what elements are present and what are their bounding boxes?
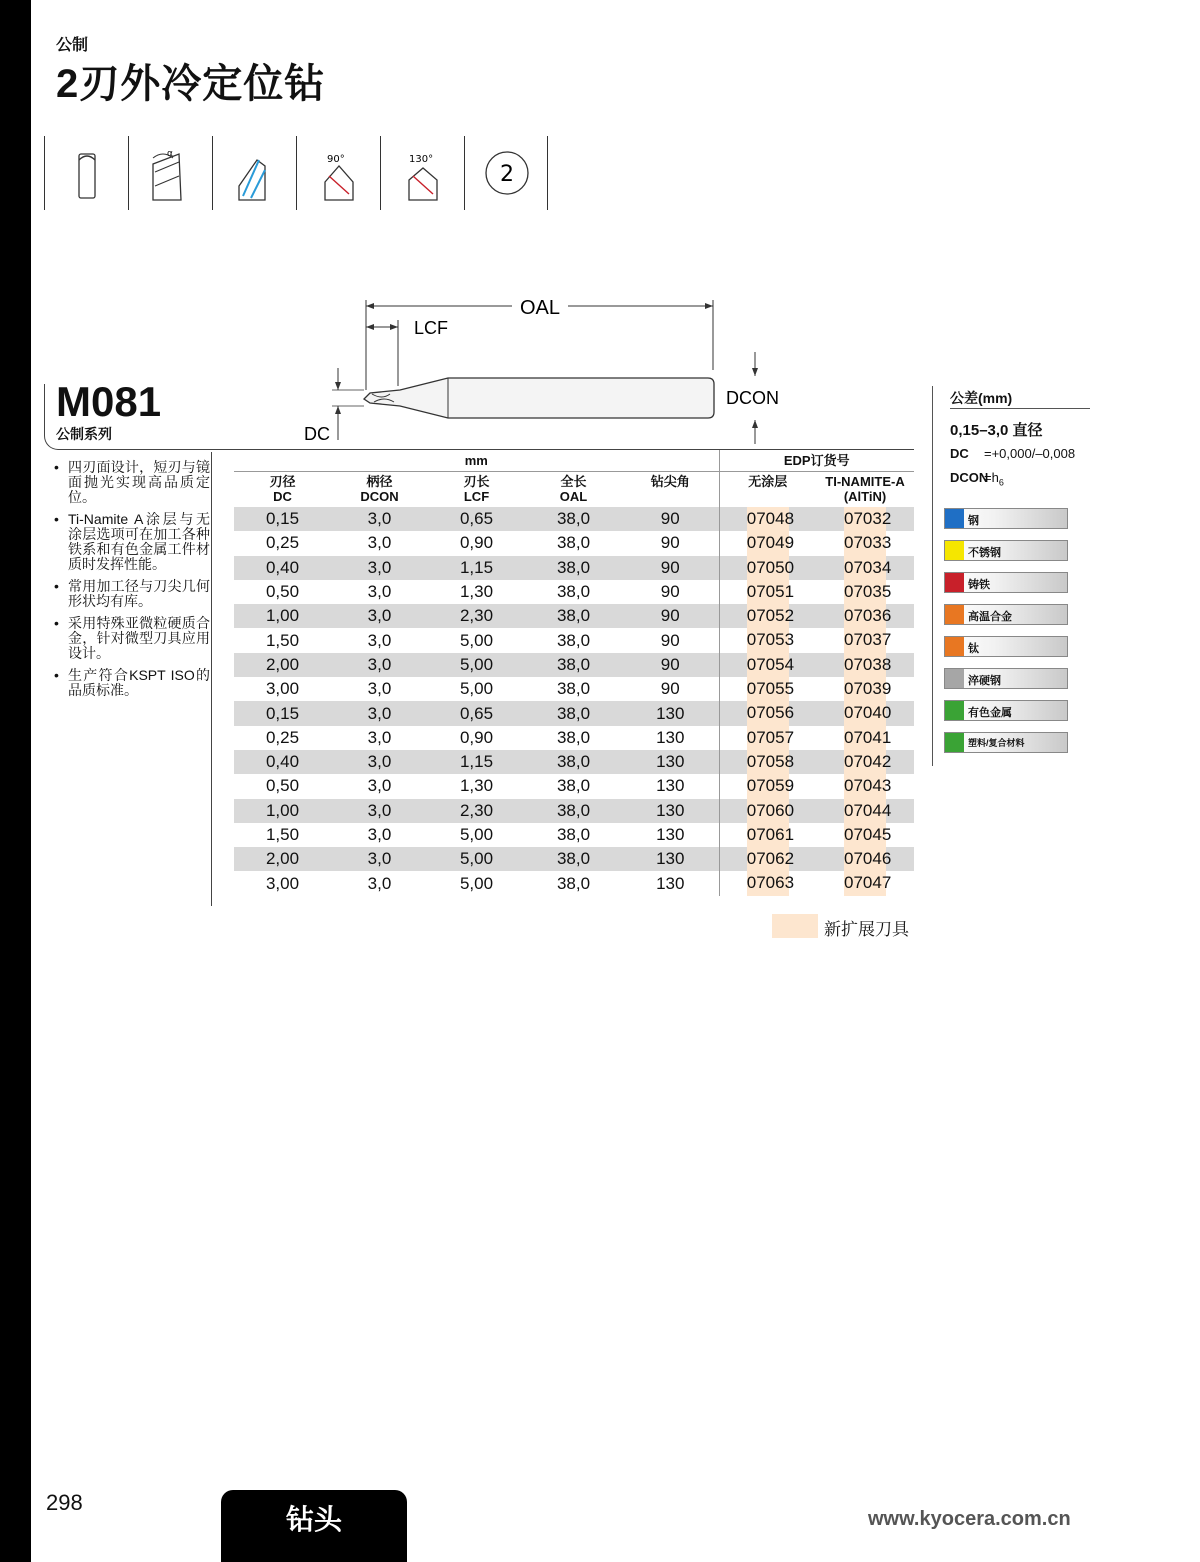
material-label: 塑料/复合材料: [968, 738, 1025, 748]
point-angle-cell: 130: [656, 873, 685, 893]
uncoated-edp-cell: 07062: [719, 847, 816, 871]
oal-cell: 38,0: [556, 679, 591, 699]
two-flute-icon: [464, 136, 548, 210]
feature-list: [54, 460, 210, 705]
table-row: [234, 847, 914, 871]
dc-cell: 3,00: [265, 873, 300, 893]
material-item: [944, 508, 1068, 529]
oal-cell: 38,0: [556, 727, 591, 747]
helix-angle-label: α: [167, 149, 173, 159]
material-item: [944, 572, 1068, 593]
tinamite-edp-cell: 07041: [816, 726, 914, 750]
col-dcon: 柄径 DCON: [360, 474, 399, 505]
material-swatch: [945, 733, 964, 752]
table-row: [234, 677, 914, 701]
dcon-cell: 3,0: [367, 533, 392, 553]
uncoated-edp-cell: 07055: [719, 677, 816, 701]
group-header-edp: EDP订货号: [719, 450, 914, 471]
material-swatch: [945, 509, 964, 528]
oal-cell: 38,0: [525, 750, 622, 774]
tinamite-edp-cell: 07035: [816, 580, 914, 604]
description-divider: [211, 452, 212, 906]
point-130-label: 130°: [409, 154, 434, 165]
point-angle-cell: 90: [622, 653, 719, 677]
dc-cell: 0,25: [265, 727, 300, 747]
dcon-cell: 3,0: [367, 582, 392, 602]
table-row: [234, 774, 914, 798]
dcon-label: DCON: [726, 388, 779, 408]
oal-cell: 38,0: [525, 701, 622, 725]
dcon-cell: 3,0: [367, 679, 392, 699]
dc-cell: 0,15: [234, 507, 331, 531]
tinamite-edp-cell: 07042: [816, 750, 914, 774]
uncoated-edp-cell: 07063: [719, 871, 816, 895]
oal-cell: 38,0: [556, 630, 591, 650]
oal-cell: 38,0: [556, 533, 591, 553]
tinamite-edp-cell: 07039: [816, 677, 914, 701]
dc-cell: 1,00: [234, 604, 331, 628]
table-row: [234, 750, 914, 774]
dcon-cell: 3,0: [331, 799, 428, 823]
section-tab-label: 钻头: [285, 1504, 342, 1535]
dcon-cell: 3,0: [331, 750, 428, 774]
page-title: 2刃外冷定位钻: [56, 62, 326, 106]
oal-cell: 38,0: [556, 582, 591, 602]
material-legend: [944, 508, 1068, 764]
material-label: 铸铁: [968, 579, 990, 591]
point-angle-cell: 90: [622, 604, 719, 628]
oal-cell: 38,0: [556, 776, 591, 796]
oal-label: OAL: [519, 297, 561, 319]
new-tools-legend: 新扩展刀具: [824, 920, 909, 939]
oal-cell: 38,0: [525, 799, 622, 823]
page-number: 298: [46, 1490, 83, 1515]
point-angle-cell: 90: [660, 630, 680, 650]
table-row: [234, 628, 914, 652]
material-item: [944, 668, 1068, 689]
lcf-cell: 0,90: [459, 533, 494, 553]
lcf-label: LCF: [414, 318, 449, 338]
feature-item: • 生产符合KSPT ISO的品质标准。: [54, 668, 210, 698]
material-swatch: [945, 605, 964, 624]
feature-item: • 采用特殊亚微粒硬质合金，针对微型刀具应用设计。: [54, 616, 210, 661]
product-header-frame: [44, 384, 914, 450]
material-item: [944, 540, 1068, 561]
dc-label: DC: [304, 424, 330, 444]
table-row: [234, 653, 914, 677]
material-label: 不锈钢: [968, 547, 1001, 559]
lcf-cell: 5,00: [459, 630, 494, 650]
dcon-cell: 3,0: [331, 653, 428, 677]
dcon-cell: 3,0: [367, 873, 392, 893]
point-angle-cell: 90: [622, 507, 719, 531]
table-row: [234, 799, 914, 823]
uncoated-edp-cell: 07056: [719, 701, 816, 725]
col-lcf: 刃长 LCF: [463, 474, 490, 505]
dc-cell: 0,50: [265, 776, 300, 796]
tinamite-edp-cell: 07044: [816, 799, 914, 823]
table-row: [234, 580, 914, 604]
table-row: [234, 726, 914, 750]
dc-cell: 0,40: [234, 556, 331, 580]
point-angle-cell: 130: [622, 847, 719, 871]
table-row: [234, 604, 914, 628]
dc-cell: 2,00: [234, 653, 331, 677]
uncoated-edp-cell: 07054: [719, 653, 816, 677]
dcon-cell: 3,0: [367, 825, 392, 844]
material-swatch: [945, 637, 964, 656]
point-angle-cell: 90: [660, 582, 680, 602]
lcf-cell: 5,00: [459, 679, 494, 699]
table-row: [234, 871, 914, 895]
lcf-cell: 0,65: [428, 507, 525, 531]
uncoated-edp-cell: 07057: [719, 726, 816, 750]
dcon-cell: 3,0: [331, 556, 428, 580]
oal-cell: 38,0: [525, 653, 622, 677]
dc-cell: 1,00: [234, 799, 331, 823]
material-item: [944, 636, 1068, 657]
tolerance-dc: DC =+0,000/–0,008: [950, 446, 1076, 461]
lcf-cell: 0,65: [428, 701, 525, 725]
tinamite-edp-cell: 07038: [816, 653, 914, 677]
lcf-cell: 2,30: [428, 799, 525, 823]
table-row: [234, 823, 914, 847]
column-header-row: [234, 471, 914, 507]
product-series: 公制系列: [56, 426, 112, 442]
tinamite-edp-cell: 07043: [816, 774, 914, 798]
table-row: [234, 507, 914, 531]
col-oal: 全长 OAL: [559, 474, 588, 505]
material-item: [944, 732, 1068, 753]
new-tools-swatch: [772, 914, 818, 938]
tinamite-edp-cell: 07032: [816, 507, 914, 531]
col-point-angle: 钻尖角: [650, 473, 690, 489]
tolerance-title: 公差(mm): [950, 390, 1013, 406]
dc-cell: 3,00: [265, 679, 300, 699]
point-angle-cell: 130: [656, 825, 685, 844]
tinamite-edp-cell: 07037: [816, 628, 914, 652]
material-item: [944, 700, 1068, 721]
point-angle-cell: 130: [622, 799, 719, 823]
material-swatch: [945, 701, 964, 720]
tinamite-edp-cell: 07047: [816, 871, 914, 895]
point-angle-cell: 130: [622, 701, 719, 725]
tinamite-edp-cell: 07036: [816, 604, 914, 628]
point-angle-cell: 90: [622, 556, 719, 580]
material-label: 高温合金: [968, 611, 1012, 623]
dc-cell: 0,40: [234, 750, 331, 774]
uncoated-edp-cell: 07059: [719, 774, 816, 798]
dc-cell: 0,25: [265, 533, 300, 553]
point-90-label: 90°: [327, 154, 345, 165]
material-item: [944, 604, 1068, 625]
oal-cell: 38,0: [525, 604, 622, 628]
tolerance-divider: [950, 408, 1090, 409]
table-row: [234, 531, 914, 555]
dcon-cell: 3,0: [331, 701, 428, 725]
point-angle-cell: 130: [656, 727, 685, 747]
point-angle-cell: 90: [660, 679, 680, 699]
material-swatch: [945, 669, 964, 688]
product-code: M081: [56, 378, 162, 425]
material-label: 钛: [968, 643, 979, 655]
col-dc: 刃径 DC: [269, 474, 296, 505]
group-header-mm: mm: [234, 450, 719, 471]
lcf-cell: 5,00: [459, 873, 494, 893]
feature-item: • 常用加工径与刀尖几何形状均有库。: [54, 579, 210, 609]
lcf-cell: 1,30: [459, 776, 494, 796]
table-row: [234, 701, 914, 725]
lcf-cell: 5,00: [428, 847, 525, 871]
feature-icon-strip: [44, 136, 548, 210]
col-tinamite: TI-NAMITE-A (AlTiN): [825, 474, 905, 505]
dcon-cell: 3,0: [331, 847, 428, 871]
lcf-cell: 1,15: [428, 556, 525, 580]
oal-cell: 38,0: [525, 507, 622, 531]
dcon-cell: 3,0: [367, 727, 392, 747]
tinamite-edp-cell: 07046: [816, 847, 914, 871]
oal-cell: 38,0: [556, 873, 591, 893]
cylindrical-shank-icon: [44, 136, 128, 210]
point-angle-cell: 130: [656, 776, 685, 796]
dcon-cell: 3,0: [331, 507, 428, 531]
coolant-flute-icon: [212, 136, 296, 210]
point-angle-cell: 130: [622, 750, 719, 774]
point-130-icon: [380, 136, 464, 210]
lcf-cell: 5,00: [428, 653, 525, 677]
dc-cell: 0,50: [265, 582, 300, 602]
tinamite-edp-cell: 07033: [816, 531, 914, 555]
oal-cell: 38,0: [556, 825, 591, 844]
uncoated-edp-cell: 07061: [719, 823, 816, 847]
material-swatch: [945, 541, 964, 560]
uncoated-edp-cell: 07053: [719, 628, 816, 652]
point-90-icon: [296, 136, 380, 210]
uncoated-edp-cell: 07058: [719, 750, 816, 774]
tolerance-range: 0,15–3,0 直径: [950, 422, 1043, 439]
lcf-cell: 1,15: [428, 750, 525, 774]
dc-cell: 0,15: [234, 701, 331, 725]
col-uncoated: 无涂层: [719, 471, 816, 507]
tinamite-edp-cell: 07034: [816, 556, 914, 580]
oal-cell: 38,0: [525, 556, 622, 580]
material-swatch: [945, 573, 964, 592]
uncoated-edp-cell: 07049: [719, 531, 816, 555]
page-supertitle: 公制: [56, 37, 89, 54]
dcon-cell: 3,0: [367, 776, 392, 796]
dcon-cell: 3,0: [367, 630, 392, 650]
lcf-cell: 2,30: [428, 604, 525, 628]
left-page-bar: [0, 0, 31, 1562]
dc-cell: 2,00: [234, 847, 331, 871]
tinamite-edp-cell: 07045: [816, 823, 914, 847]
tinamite-edp-cell: 07040: [816, 701, 914, 725]
lcf-cell: 0,90: [459, 727, 494, 747]
website-url: www.kyocera.com.cn: [868, 1508, 1071, 1530]
uncoated-edp-cell: 07060: [719, 799, 816, 823]
material-label: 淬硬钢: [968, 675, 1001, 687]
material-label: 有色金属: [968, 707, 1012, 719]
lcf-cell: 5,00: [459, 825, 494, 844]
dc-cell: 1,50: [265, 825, 300, 844]
dc-cell: 1,50: [265, 630, 300, 650]
oal-cell: 38,0: [525, 847, 622, 871]
material-label: 钢: [968, 515, 979, 527]
dcon-cell: 3,0: [331, 604, 428, 628]
uncoated-edp-cell: 07052: [719, 604, 816, 628]
feature-item: • Ti-Namite A涂层与无涂层选项可在加工各种铁系和有色金属工件材质时发挥性能。: [54, 512, 210, 572]
uncoated-edp-cell: 07048: [719, 507, 816, 531]
uncoated-edp-cell: 07050: [719, 556, 816, 580]
helix-angle-icon: [128, 136, 212, 210]
point-angle-cell: 90: [660, 533, 680, 553]
flute-count-label: 2: [500, 162, 514, 187]
feature-item: • 四刃面设计，短刃与镜面抛光实现高品质定位。: [54, 460, 210, 505]
tolerance-dcon: $DCON=h_6$: [950, 470, 1004, 488]
table-row: [234, 556, 914, 580]
lcf-cell: 1,30: [459, 582, 494, 602]
spec-table: [234, 450, 914, 896]
uncoated-edp-cell: 07051: [719, 580, 816, 604]
